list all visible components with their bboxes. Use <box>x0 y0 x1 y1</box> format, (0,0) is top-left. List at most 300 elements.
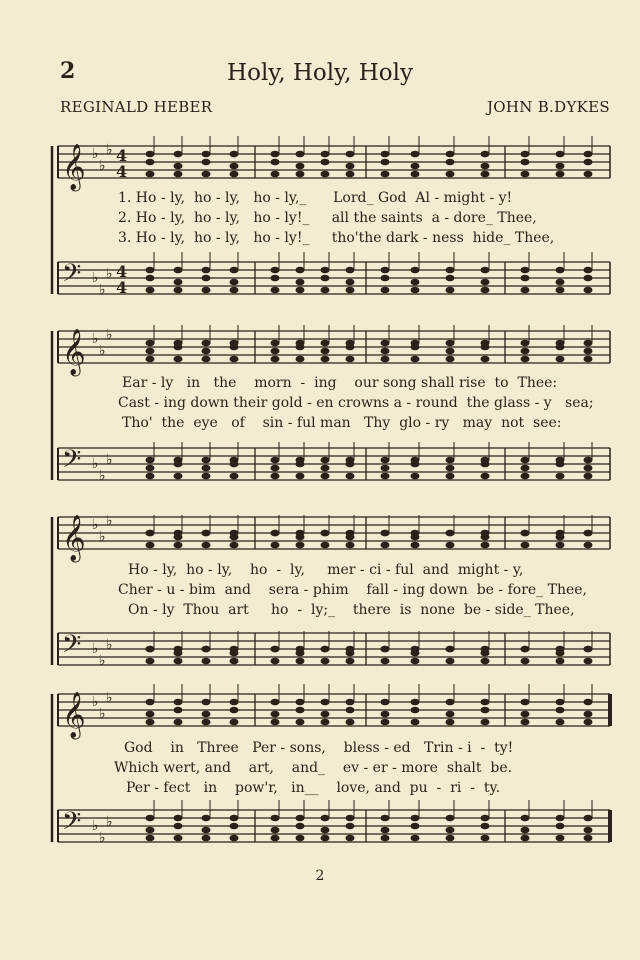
notehead <box>271 171 280 178</box>
notehead <box>556 473 565 480</box>
notehead <box>230 534 239 541</box>
notehead <box>481 650 490 657</box>
notehead <box>584 457 593 464</box>
notehead <box>296 699 305 706</box>
notehead <box>174 344 183 351</box>
lyric-line: Per - fect in pow'r, in__ love, and pu - ri - ty. <box>126 780 501 796</box>
notehead <box>381 171 390 178</box>
notehead <box>556 650 565 657</box>
lyric-line: 2. Ho - ly, ho - ly, ho - ly!_ all the saints a - dore_ Thee, <box>118 210 537 226</box>
notehead <box>146 530 155 537</box>
notehead <box>146 356 155 363</box>
flat-sign: ♭ <box>92 694 99 710</box>
notehead <box>146 151 155 158</box>
page-number: 2 <box>60 58 76 84</box>
notehead <box>446 542 455 549</box>
notehead <box>202 465 211 472</box>
notehead <box>146 699 155 706</box>
notehead <box>202 473 211 480</box>
notehead <box>346 534 355 541</box>
notehead <box>346 658 355 665</box>
notehead <box>556 344 565 351</box>
notehead <box>346 287 355 294</box>
notehead <box>271 827 280 834</box>
bass-clef: 𝄢 <box>62 259 82 294</box>
notehead <box>521 171 530 178</box>
notehead <box>521 348 530 355</box>
notehead <box>521 465 530 472</box>
notehead <box>296 650 305 657</box>
notehead <box>174 287 183 294</box>
notehead <box>346 650 355 657</box>
flat-sign: ♭ <box>99 529 106 545</box>
notehead <box>521 356 530 363</box>
notehead <box>174 823 183 830</box>
notehead <box>584 340 593 347</box>
notehead <box>271 658 280 665</box>
flat-sign: ♭ <box>92 818 99 834</box>
notehead <box>321 699 330 706</box>
notehead <box>296 279 305 286</box>
notehead <box>584 348 593 355</box>
notehead <box>321 473 330 480</box>
notehead <box>446 719 455 726</box>
notehead <box>381 159 390 166</box>
notehead <box>521 711 530 718</box>
notehead <box>411 823 420 830</box>
notehead <box>321 159 330 166</box>
notehead <box>556 163 565 170</box>
notehead <box>411 171 420 178</box>
treble-clef: 𝄞 <box>62 144 86 190</box>
notehead <box>556 534 565 541</box>
notehead <box>146 348 155 355</box>
notehead <box>296 542 305 549</box>
flat-sign: ♭ <box>106 513 113 529</box>
notehead <box>346 473 355 480</box>
notehead <box>346 707 355 714</box>
notehead <box>446 827 455 834</box>
notehead <box>346 151 355 158</box>
notehead <box>411 279 420 286</box>
notehead <box>411 356 420 363</box>
notehead <box>321 711 330 718</box>
notehead <box>271 719 280 726</box>
notehead <box>381 542 390 549</box>
notehead <box>381 340 390 347</box>
notehead <box>381 835 390 842</box>
lyric-line: On - ly Thou art ho - ly;_ there is none be - side_ Thee, <box>128 602 575 618</box>
notehead <box>230 171 239 178</box>
notehead <box>321 542 330 549</box>
lyric-line: Ear - ly in the morn - ing our song shall rise to Thee: <box>122 375 558 391</box>
notehead <box>521 159 530 166</box>
flat-sign: ♭ <box>92 146 99 162</box>
treble-clef: 𝄞 <box>62 329 86 375</box>
notehead <box>346 461 355 468</box>
notehead <box>481 279 490 286</box>
notehead <box>381 530 390 537</box>
notehead <box>556 151 565 158</box>
lyric-line: 3. Ho - ly, ho - ly, ho - ly!_ tho'the dark - ness hide_ Thee, <box>118 230 555 246</box>
notehead <box>446 473 455 480</box>
notehead <box>446 275 455 282</box>
notehead <box>146 457 155 464</box>
notehead <box>556 658 565 665</box>
notehead <box>411 344 420 351</box>
notehead <box>146 473 155 480</box>
flat-sign: ♭ <box>99 706 106 722</box>
notehead <box>230 823 239 830</box>
notehead <box>346 344 355 351</box>
lyric-line: Ho - ly, ho - ly, ho - ly, mer - ci - ful and might - y, <box>128 562 524 578</box>
notehead <box>271 356 280 363</box>
notehead <box>381 151 390 158</box>
footer-page-number: 2 <box>315 868 325 884</box>
lyric-line: Cher - u - bim and sera - phim fall - ing down be - fore_ Thee, <box>118 582 587 598</box>
notehead <box>584 711 593 718</box>
notehead <box>271 275 280 282</box>
notehead <box>381 827 390 834</box>
notehead <box>230 835 239 842</box>
flat-sign: ♭ <box>92 270 99 286</box>
notehead <box>230 279 239 286</box>
notehead <box>202 542 211 549</box>
notehead <box>346 171 355 178</box>
notehead <box>584 275 593 282</box>
notehead <box>446 151 455 158</box>
notehead <box>381 457 390 464</box>
notehead <box>556 719 565 726</box>
notehead <box>521 827 530 834</box>
notehead <box>481 461 490 468</box>
notehead <box>321 465 330 472</box>
notehead <box>271 835 280 842</box>
notehead <box>481 534 490 541</box>
notehead <box>296 171 305 178</box>
flat-sign: ♭ <box>92 641 99 657</box>
notehead <box>346 835 355 842</box>
notehead <box>174 542 183 549</box>
notehead <box>411 473 420 480</box>
notehead <box>481 699 490 706</box>
notehead <box>230 650 239 657</box>
notehead <box>271 699 280 706</box>
notehead <box>481 542 490 549</box>
notehead <box>521 340 530 347</box>
notehead <box>446 465 455 472</box>
flat-sign: ♭ <box>92 456 99 472</box>
notehead <box>202 159 211 166</box>
time-signature: 4 <box>116 162 128 181</box>
notehead <box>381 287 390 294</box>
notehead <box>230 151 239 158</box>
notehead <box>521 719 530 726</box>
notehead <box>446 699 455 706</box>
notehead <box>346 356 355 363</box>
time-signature: 4 <box>116 262 128 281</box>
notehead <box>321 719 330 726</box>
notehead <box>271 348 280 355</box>
notehead <box>271 287 280 294</box>
notehead <box>521 542 530 549</box>
notehead <box>202 658 211 665</box>
notehead <box>584 658 593 665</box>
notehead <box>556 707 565 714</box>
flat-sign: ♭ <box>99 468 106 484</box>
notehead <box>174 151 183 158</box>
notehead <box>556 699 565 706</box>
flat-sign: ♭ <box>99 830 106 846</box>
lyrics-system-3 <box>0 562 640 642</box>
notehead <box>271 473 280 480</box>
notehead <box>271 542 280 549</box>
notehead <box>556 171 565 178</box>
lyricist-credit: REGINALD HEBER <box>60 98 213 116</box>
notehead <box>556 287 565 294</box>
notehead <box>446 711 455 718</box>
lyric-line: God in Three Per - sons, bless - ed Trin - i - ty! <box>124 740 514 756</box>
notehead <box>296 707 305 714</box>
notehead <box>146 340 155 347</box>
notehead <box>271 465 280 472</box>
notehead <box>556 835 565 842</box>
notehead <box>411 719 420 726</box>
lyrics-system-4 <box>0 740 640 820</box>
notehead <box>584 356 593 363</box>
flat-sign: ♭ <box>106 327 113 343</box>
notehead <box>346 699 355 706</box>
notehead <box>446 159 455 166</box>
notehead <box>146 835 155 842</box>
notehead <box>411 151 420 158</box>
notehead <box>321 530 330 537</box>
notehead <box>202 827 211 834</box>
notehead <box>296 356 305 363</box>
notehead <box>271 159 280 166</box>
notehead <box>481 658 490 665</box>
notehead <box>584 542 593 549</box>
notehead <box>381 699 390 706</box>
notehead <box>321 658 330 665</box>
notehead <box>230 473 239 480</box>
lyrics-system-1 <box>0 190 640 270</box>
time-signature: 4 <box>116 146 128 165</box>
notehead <box>174 163 183 170</box>
hymn-title: Holy, Holy, Holy <box>227 60 413 86</box>
notehead <box>481 707 490 714</box>
flat-sign: ♭ <box>99 282 106 298</box>
notehead <box>446 646 455 653</box>
flat-sign: ♭ <box>106 452 113 468</box>
notehead <box>230 356 239 363</box>
notehead <box>346 719 355 726</box>
notehead <box>381 348 390 355</box>
notehead <box>521 287 530 294</box>
notehead <box>271 646 280 653</box>
notehead <box>584 646 593 653</box>
notehead <box>584 719 593 726</box>
notehead <box>446 340 455 347</box>
notehead <box>321 457 330 464</box>
notehead <box>556 356 565 363</box>
notehead <box>584 827 593 834</box>
notehead <box>411 699 420 706</box>
notehead <box>321 151 330 158</box>
notehead <box>296 344 305 351</box>
flat-sign: ♭ <box>106 637 113 653</box>
flat-sign: ♭ <box>106 266 113 282</box>
flat-sign: ♭ <box>99 343 106 359</box>
notehead <box>584 287 593 294</box>
notehead <box>296 658 305 665</box>
notehead <box>202 348 211 355</box>
notehead <box>146 171 155 178</box>
notehead <box>381 356 390 363</box>
notehead <box>174 279 183 286</box>
notehead <box>521 151 530 158</box>
notehead <box>481 356 490 363</box>
notehead <box>556 823 565 830</box>
notehead <box>321 275 330 282</box>
notehead <box>521 457 530 464</box>
notehead <box>346 163 355 170</box>
notehead <box>146 465 155 472</box>
notehead <box>411 287 420 294</box>
notehead <box>481 835 490 842</box>
notehead <box>446 171 455 178</box>
notehead <box>296 151 305 158</box>
notehead <box>321 348 330 355</box>
notehead <box>296 287 305 294</box>
notehead <box>271 457 280 464</box>
notehead <box>346 279 355 286</box>
notehead <box>446 348 455 355</box>
notehead <box>321 646 330 653</box>
lyric-line: Cast - ing down their gold - en crowns a - round the glass - y sea; <box>118 395 594 411</box>
notehead <box>321 287 330 294</box>
notehead <box>230 699 239 706</box>
notehead <box>202 356 211 363</box>
notehead <box>296 461 305 468</box>
flat-sign: ♭ <box>99 158 106 174</box>
notehead <box>446 530 455 537</box>
notehead <box>146 658 155 665</box>
notehead <box>446 356 455 363</box>
bass-clef: 𝄢 <box>62 807 82 842</box>
notehead <box>202 711 211 718</box>
notehead <box>174 699 183 706</box>
notehead <box>381 646 390 653</box>
notehead <box>202 457 211 464</box>
notehead <box>271 340 280 347</box>
notehead <box>174 171 183 178</box>
notehead <box>202 287 211 294</box>
notehead <box>411 658 420 665</box>
notehead <box>296 835 305 842</box>
notehead <box>521 473 530 480</box>
notehead <box>584 473 593 480</box>
flat-sign: ♭ <box>92 517 99 533</box>
notehead <box>446 287 455 294</box>
notehead <box>230 344 239 351</box>
notehead <box>321 827 330 834</box>
notehead <box>202 699 211 706</box>
notehead <box>346 823 355 830</box>
notehead <box>202 719 211 726</box>
notehead <box>584 465 593 472</box>
notehead <box>321 171 330 178</box>
notehead <box>202 275 211 282</box>
notehead <box>202 171 211 178</box>
notehead <box>174 356 183 363</box>
notehead <box>411 650 420 657</box>
notehead <box>481 823 490 830</box>
notehead <box>296 823 305 830</box>
notehead <box>146 646 155 653</box>
bass-clef: 𝄢 <box>62 445 82 480</box>
notehead <box>230 287 239 294</box>
notehead <box>584 171 593 178</box>
notehead <box>584 699 593 706</box>
lyric-line: Tho' the eye of sin - ful man Thy glo - ry may not see: <box>122 415 562 431</box>
notehead <box>202 835 211 842</box>
notehead <box>381 275 390 282</box>
notehead <box>481 287 490 294</box>
notehead <box>174 461 183 468</box>
notehead <box>321 835 330 842</box>
notehead <box>521 646 530 653</box>
notehead <box>174 658 183 665</box>
notehead <box>381 711 390 718</box>
notehead <box>346 542 355 549</box>
notehead <box>521 699 530 706</box>
notehead <box>230 719 239 726</box>
notehead <box>584 530 593 537</box>
lyric-line: Which wert, and art, and_ ev - er - more shalt be. <box>114 760 513 776</box>
lyric-line: 1. Ho - ly, ho - ly, ho - ly,_ Lord_ God Al - might - y! <box>118 190 513 206</box>
notehead <box>411 542 420 549</box>
notehead <box>584 835 593 842</box>
notehead <box>174 473 183 480</box>
notehead <box>411 835 420 842</box>
notehead <box>381 465 390 472</box>
notehead <box>202 340 211 347</box>
notehead <box>481 151 490 158</box>
notehead <box>411 163 420 170</box>
notehead <box>230 658 239 665</box>
notehead <box>146 711 155 718</box>
notehead <box>521 530 530 537</box>
treble-clef: 𝄞 <box>62 692 86 738</box>
notehead <box>556 279 565 286</box>
notehead <box>271 711 280 718</box>
notehead <box>296 719 305 726</box>
notehead <box>446 835 455 842</box>
notehead <box>411 461 420 468</box>
notehead <box>521 658 530 665</box>
treble-clef: 𝄞 <box>62 515 86 561</box>
notehead <box>230 542 239 549</box>
notehead <box>174 650 183 657</box>
notehead <box>146 719 155 726</box>
notehead <box>146 159 155 166</box>
flat-sign: ♭ <box>106 814 113 830</box>
notehead <box>556 542 565 549</box>
notehead <box>146 287 155 294</box>
notehead <box>296 163 305 170</box>
flat-sign: ♭ <box>106 690 113 706</box>
